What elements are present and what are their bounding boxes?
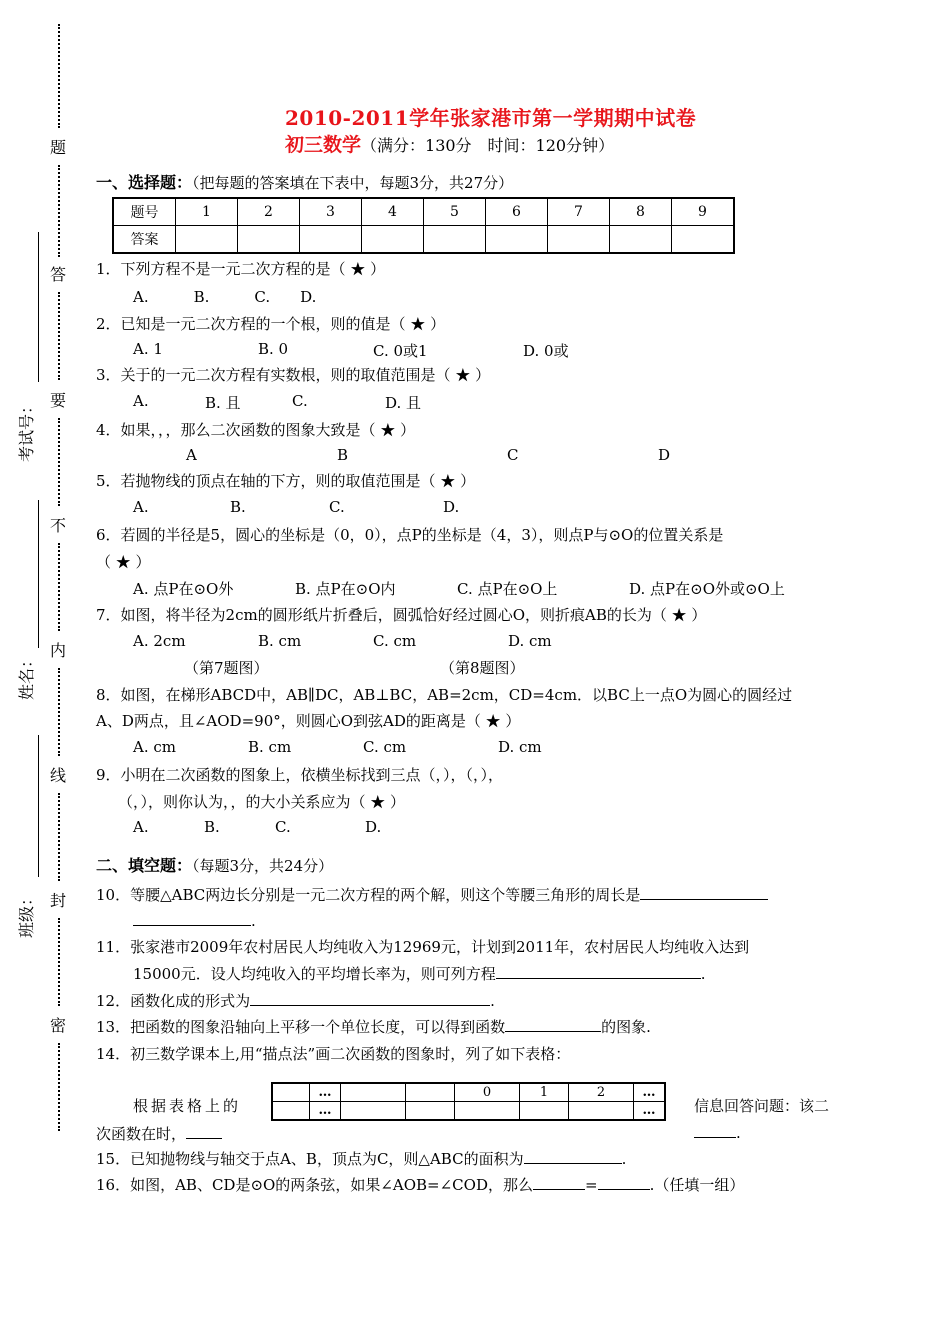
fill-question-16 <box>96 1174 744 1195</box>
q8-option-a: A. cm <box>133 738 176 756</box>
q8-option-c: C. cm <box>363 738 407 756</box>
fill-14-blank-b[interactable] <box>694 1123 736 1138</box>
fill-question-15 <box>96 1148 626 1169</box>
q8-option-d: D. cm <box>498 738 542 756</box>
value-table-row-x <box>272 1083 665 1102</box>
fill-question-10 <box>96 884 768 905</box>
exam-number-label: 考试号： <box>17 397 36 462</box>
seal-dotted-line <box>58 292 60 380</box>
q9-option-b: B. <box>204 818 220 836</box>
fill-14-blank-a[interactable] <box>186 1124 222 1139</box>
fill-13-end: 的图象. <box>601 1018 651 1036</box>
fill-14-left-line2 <box>96 1123 222 1144</box>
value-cell <box>406 1083 455 1102</box>
fill-16-blank-b[interactable] <box>598 1175 650 1190</box>
question-8-line1: 8．如图，在梯形ABCD中，AB∥DC，AB⊥BC，AB=2cm，CD=4cm．以BC上一点O为圆心的圆经过 <box>96 686 793 704</box>
fill-14-right-line1: 信息回答问题：该二 <box>694 1097 830 1115</box>
seal-char: 要 <box>50 391 67 410</box>
fill-14-end: . <box>736 1124 741 1142</box>
section2-title: 二、填空题： <box>96 856 193 875</box>
fill-question-14: 14．初三数学课本上,用“描点法”画二次函数的图象时，列了如下表格： <box>96 1045 571 1063</box>
table-number: 2 <box>238 198 300 226</box>
question-6-line1: 6．若圆的半径是5，圆心的坐标是（0，0），点P的坐标是（4，3），则点P与⊙O的位置关系是 <box>96 526 724 544</box>
answer-cell[interactable] <box>486 226 548 254</box>
question-1: 1．下列方程不是一元二次方程的是（ ★ ） <box>96 260 386 278</box>
section2-note: （每题3分，共24分） <box>192 857 334 875</box>
fill-11-end: . <box>700 965 706 983</box>
seal-char: 不 <box>50 516 67 535</box>
value-cell: … <box>634 1102 666 1121</box>
table-number: 4 <box>362 198 424 226</box>
class-underline <box>38 735 39 877</box>
value-cell: … <box>310 1083 341 1102</box>
value-cell <box>406 1102 455 1121</box>
table-number: 8 <box>610 198 672 226</box>
table-number: 7 <box>548 198 610 226</box>
question-7: 7．如图，将半径为2cm的圆形纸片折叠后，圆弧恰好经过圆心O，则折痕AB的长为（ ★ ） <box>96 606 707 624</box>
fill-14-right-line2 <box>694 1123 741 1142</box>
fill-11-blank[interactable] <box>496 964 701 979</box>
q7-option-a: A. 2cm <box>133 632 186 650</box>
value-cell <box>341 1083 406 1102</box>
answer-cell[interactable] <box>238 226 300 254</box>
q5-option-a: A. <box>133 498 149 516</box>
table-header-label: 题号 <box>113 198 176 226</box>
seal-dotted-line <box>58 668 60 756</box>
figure-7-caption: （第7题图） <box>184 659 269 677</box>
value-table <box>271 1082 666 1121</box>
fill-question-10-line2 <box>133 911 256 930</box>
value-cell <box>341 1102 406 1121</box>
q9-option-d: D. <box>365 818 382 836</box>
q9-option-a: A. <box>133 818 149 836</box>
seal-char: 答 <box>50 265 67 284</box>
answer-table-header-row <box>113 198 734 226</box>
fill-10-blank-b[interactable] <box>133 911 251 926</box>
value-cell <box>272 1083 310 1102</box>
q2-option-a: A. 1 <box>133 340 163 358</box>
fill-16-text: 16．如图，AB、CD是⊙O的两条弦，如果∠AOB=∠COD，那么 <box>96 1176 533 1194</box>
fill-question-12 <box>96 990 495 1011</box>
fill-question-13 <box>96 1016 651 1037</box>
seal-char: 封 <box>50 891 67 910</box>
value-cell: 0 <box>455 1083 520 1102</box>
fill-10-text: 10．等腰△ABC两边长分别是一元二次方程的两个解，则这个等腰三角形的周长是 <box>96 886 641 904</box>
seal-dotted-line <box>58 918 60 1006</box>
q8-option-b: B. cm <box>248 738 292 756</box>
page-subtitle <box>285 130 614 157</box>
fill-14-left-text: 次函数在时， <box>96 1125 187 1143</box>
q3-option-d: D. 且 <box>385 394 422 412</box>
figure-8-caption: （第8题图） <box>440 659 525 677</box>
fill-13-blank[interactable] <box>505 1017 601 1032</box>
question-9-line1: 9．小明在二次函数的图象上，依横坐标找到三点（，），（，）， <box>96 766 504 784</box>
name-label: 姓名： <box>17 651 36 700</box>
answer-cell[interactable] <box>362 226 424 254</box>
value-table-row-y <box>272 1102 665 1121</box>
seal-char: 题 <box>50 138 67 157</box>
value-cell: 1 <box>520 1083 569 1102</box>
q7-option-b: B. cm <box>258 632 302 650</box>
q4-option-b: B <box>337 446 349 464</box>
answer-cell[interactable] <box>548 226 610 254</box>
question-8-line2: A、D两点，且∠AOD=90°，则圆心O到弦AD的距离是（ ★ ） <box>96 712 521 730</box>
answer-cell[interactable] <box>672 226 735 254</box>
q7-option-c: C. cm <box>373 632 417 650</box>
q2-option-c: C. 0或1 <box>373 342 428 360</box>
fill-12-blank[interactable] <box>250 991 490 1006</box>
seal-dotted-line <box>58 165 60 257</box>
seal-dotted-line <box>58 24 60 128</box>
question-9-line2: （，），则你认为，，的大小关系应为（ ★ ） <box>118 793 406 811</box>
value-cell <box>272 1102 310 1121</box>
fill-12-text: 12．函数化成的形式为 <box>96 992 251 1010</box>
fill-11-text: 15000元．设人均纯收入的平均增长率为，则可列方程 <box>133 965 496 983</box>
fill-13-text: 13．把函数的图象沿轴向上平移一个单位长度，可以得到函数 <box>96 1018 506 1036</box>
value-cell <box>520 1102 569 1121</box>
seal-dotted-line <box>58 418 60 506</box>
table-number: 3 <box>300 198 362 226</box>
q4-option-d: D <box>658 446 671 464</box>
seal-dotted-line <box>58 543 60 631</box>
q4-option-a: A <box>186 446 197 464</box>
q3-option-c: C. <box>292 392 308 410</box>
table-number: 5 <box>424 198 486 226</box>
q7-option-d: D. cm <box>508 632 552 650</box>
value-cell <box>569 1102 634 1121</box>
seal-dotted-line <box>58 1043 60 1131</box>
question-2: 2．已知是一元二次方程的一个根，则的值是（ ★ ） <box>96 315 446 333</box>
fill-16-blank-a[interactable] <box>533 1175 585 1190</box>
page-title: 2010-2011学年张家港市第一学期期中试卷 <box>285 106 697 130</box>
seal-char: 线 <box>50 766 67 785</box>
seal-char: 内 <box>50 641 67 660</box>
q6-option-a: A. 点P在⊙O外 <box>133 580 234 598</box>
seal-char: 密 <box>50 1016 67 1035</box>
q5-option-c: C. <box>329 498 345 516</box>
value-cell: … <box>310 1102 341 1121</box>
value-cell: 2 <box>569 1083 634 1102</box>
table-answer-label: 答案 <box>113 226 176 254</box>
fill-16-mid: = <box>584 1176 598 1194</box>
name-underline <box>38 500 39 648</box>
q5-option-d: D. <box>443 498 460 516</box>
question-4: 4．如果，，，那么二次函数的图象大致是（ ★ ） <box>96 421 416 439</box>
q3-option-a: A. <box>133 392 149 410</box>
subtitle-info: （满分：130分 时间：120分钟） <box>361 136 615 155</box>
answer-table <box>112 197 735 254</box>
value-cell: … <box>634 1083 666 1102</box>
question-3: 3．关于的一元二次方程有实数根，则的取值范围是（ ★ ） <box>96 366 491 384</box>
fill-15-blank[interactable] <box>524 1149 622 1164</box>
section1-note: （把每题的答案填在下表中，每题3分，共27分） <box>192 174 514 192</box>
section2-heading <box>96 853 333 876</box>
q6-option-b: B. 点P在⊙O内 <box>295 580 396 598</box>
fill-10-end: . <box>251 912 256 930</box>
q5-option-b: B. <box>230 498 246 516</box>
q6-option-c: C. 点P在⊙O上 <box>457 580 558 598</box>
fill-question-11-line2 <box>133 963 706 984</box>
question-6-line2: （ ★ ） <box>96 553 151 571</box>
value-cell <box>455 1102 520 1121</box>
q4-option-c: C <box>507 446 519 464</box>
fill-15-end: . <box>621 1150 627 1168</box>
fill-12-end: . <box>490 992 495 1010</box>
fill-14-left-line1: 根据表格上的 <box>133 1097 242 1115</box>
table-number: 6 <box>486 198 548 226</box>
q2-option-d: D. 0或 <box>523 342 569 360</box>
fill-question-11-line1: 11．张家港市2009年农村居民人均纯收入为12969元，计划到2011年，农村居民人均纯收入达到 <box>96 938 750 956</box>
seal-dotted-line <box>58 793 60 881</box>
answer-cell[interactable] <box>610 226 672 254</box>
section1-heading <box>96 170 513 193</box>
q9-option-c: C. <box>275 818 291 836</box>
class-label: 班级： <box>17 889 36 938</box>
answer-cell[interactable] <box>424 226 486 254</box>
subtitle-main: 初三数学 <box>285 134 362 156</box>
q6-option-d: D. 点P在⊙O外或⊙O上 <box>629 580 785 598</box>
question-1-options: A. B. C. D. <box>133 288 317 306</box>
answer-table-answer-row <box>113 226 734 254</box>
fill-16-end: .（任填一组） <box>649 1176 745 1194</box>
answer-cell[interactable] <box>300 226 362 254</box>
table-number: 1 <box>176 198 238 226</box>
table-number: 9 <box>672 198 735 226</box>
question-5: 5．若抛物线的顶点在轴的下方，则的取值范围是（ ★ ） <box>96 472 476 490</box>
q3-option-b: B. 且 <box>205 394 241 412</box>
fill-15-text: 15．已知抛物线与轴交于点A、B，顶点为C，则△ABC的面积为 <box>96 1150 524 1168</box>
exam-number-underline <box>38 232 39 382</box>
fill-10-blank-a[interactable] <box>640 885 768 900</box>
answer-cell[interactable] <box>176 226 238 254</box>
q2-option-b: B. 0 <box>258 340 289 358</box>
section1-title: 一、选择题： <box>96 173 193 192</box>
